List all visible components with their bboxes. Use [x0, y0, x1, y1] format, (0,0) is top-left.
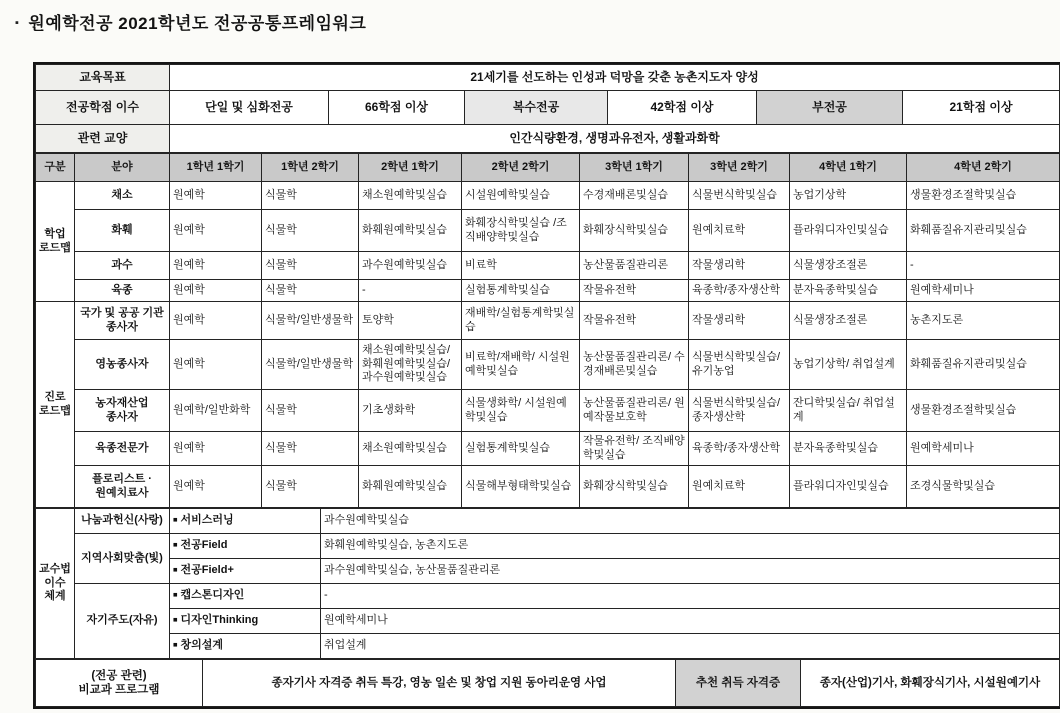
course-cell: 식물학: [262, 432, 359, 466]
course-cell: 분자육종학및실습: [790, 432, 907, 466]
course-cell: 조경식물학및실습: [907, 466, 1060, 508]
credit-cell-3: 42학점 이상: [608, 91, 757, 125]
column-header-3: 1학년 2학기: [262, 154, 359, 182]
course-cell: 원예학/일반화학: [170, 390, 262, 432]
page-title: [15, 9, 366, 34]
field-label: 육종전문가: [75, 432, 170, 466]
column-header-7: 3학년 2학기: [689, 154, 790, 182]
pedagogy-content: 화훼원예학및실습, 농촌지도론: [321, 534, 1060, 559]
section-label-1: 진로 로드맵: [36, 302, 75, 508]
course-cell: 원예학: [170, 340, 262, 390]
course-cell: 화훼장식학및실습: [580, 210, 689, 252]
course-cell: 식물번식학및실습/ 종자생산학: [689, 390, 790, 432]
bullet-icon: ■: [173, 539, 178, 549]
course-cell: -: [907, 252, 1060, 280]
recommended-certificates-value: 종자(산업)기사, 화훼장식기사, 시설원예기사: [801, 660, 1060, 707]
course-cell: 잔디학및실습/ 취업설계: [790, 390, 907, 432]
course-cell: 식물학: [262, 182, 359, 210]
pedagogy-category: 나눔과헌신(사랑): [75, 509, 170, 534]
pedagogy-method: [170, 584, 321, 609]
field-label: 국가 및 공공 기관 종사자: [75, 302, 170, 340]
course-cell: 식물학: [262, 210, 359, 252]
pedagogy-category: 지역사회맞춤(빛): [75, 534, 170, 584]
course-cell: 비료학: [462, 252, 580, 280]
course-cell: 원예학: [170, 466, 262, 508]
major-credits-row: [36, 91, 1060, 125]
column-header-4: 2학년 1학기: [359, 154, 462, 182]
section-label-pedagogy: 교수법 이수 체계: [36, 509, 75, 659]
pedagogy-category: 자기주도(자유): [75, 584, 170, 659]
course-cell: 기초생화학: [359, 390, 462, 432]
course-cell: 화훼품질유지관리및실습: [907, 340, 1060, 390]
course-cell: 비료학/재배학/ 시설원예학및실습: [462, 340, 580, 390]
course-cell: 농산물품질관리론: [580, 252, 689, 280]
pedagogy-method: [170, 509, 321, 534]
liberal-arts-label: 관련 교양: [36, 125, 170, 153]
course-cell: 실험통계학및실습: [462, 280, 580, 302]
pedagogy-method-label: 창의설계: [180, 639, 224, 652]
grid-header-row: [36, 154, 1060, 182]
pedagogy-row: [36, 509, 1060, 534]
course-cell: 작물유전학: [580, 302, 689, 340]
course-cell: 육종학/종자생산학: [689, 432, 790, 466]
roadmap-row: [36, 340, 1060, 390]
pedagogy-method-label: 전공Field+: [180, 564, 234, 577]
education-goal-row: [36, 65, 1060, 91]
course-cell: -: [359, 280, 462, 302]
course-cell: 식물학: [262, 280, 359, 302]
column-header-5: 2학년 2학기: [462, 154, 580, 182]
bullet-icon: ■: [173, 514, 178, 524]
course-cell: 플라워디자인및실습: [790, 466, 907, 508]
field-label: 채소: [75, 182, 170, 210]
course-cell: 식물학: [262, 466, 359, 508]
course-cell: 식물해부형태학및실습: [462, 466, 580, 508]
course-cell: 농업기상학/ 취업설계: [790, 340, 907, 390]
pedagogy-row: [36, 534, 1060, 559]
info-table: [35, 64, 1060, 153]
title-bullet-icon: ▪: [15, 17, 20, 29]
pedagogy-content: 취업설계: [321, 634, 1060, 659]
pedagogy-method: [170, 634, 321, 659]
liberal-arts-row: [36, 125, 1060, 153]
course-cell: 식물학/일반생물학: [262, 302, 359, 340]
pedagogy-content: 원예학세미나: [321, 609, 1060, 634]
pedagogy-row: [36, 634, 1060, 659]
course-cell: 원예치료학: [689, 466, 790, 508]
course-cell: 과수원예학및실습: [359, 252, 462, 280]
roadmap-row: [36, 210, 1060, 252]
roadmap-row: [36, 280, 1060, 302]
course-cell: 화훼원예학및실습: [359, 210, 462, 252]
course-cell: 농업기상학: [790, 182, 907, 210]
course-cell: 시설원예학및실습: [462, 182, 580, 210]
roadmap-row: [36, 252, 1060, 280]
course-cell: 채소원예학및실습: [359, 432, 462, 466]
roadmap-row: [36, 182, 1060, 210]
liberal-arts-value: 인간식량환경, 생명과유전자, 생활과화학: [170, 125, 1060, 153]
course-cell: 식물생장조절론: [790, 252, 907, 280]
course-cell: 식물번식학및실습: [689, 182, 790, 210]
roadmap-row: [36, 302, 1060, 340]
course-cell: 실험통계학및실습: [462, 432, 580, 466]
credit-cell-1: 66학점 이상: [329, 91, 465, 125]
course-cell: 작물생리학: [689, 252, 790, 280]
curriculum-framework-table: [33, 62, 1060, 709]
roadmap-grid-table: [35, 153, 1060, 508]
course-cell: 화훼원예학및실습: [359, 466, 462, 508]
pedagogy-method-label: 서비스러닝: [180, 514, 234, 527]
course-cell: 채소원예학및실습/ 화훼원예학및실습/ 과수원예학및실습: [359, 340, 462, 390]
credit-cell-2: 복수전공: [465, 91, 608, 125]
course-cell: 원예학: [170, 252, 262, 280]
extracurricular-row: [36, 660, 1060, 707]
course-cell: 원예학: [170, 432, 262, 466]
pedagogy-content: -: [321, 584, 1060, 609]
column-header-8: 4학년 1학기: [790, 154, 907, 182]
roadmap-row: [36, 466, 1060, 508]
education-goal-value: 21세기를 선도하는 인성과 덕망을 갖춘 농촌지도자 양성: [170, 65, 1060, 91]
course-cell: 작물유전학/ 조직배양학및실습: [580, 432, 689, 466]
pedagogy-row: [36, 584, 1060, 609]
course-cell: 화훼장식학및실습 /조직배양학및실습: [462, 210, 580, 252]
roadmap-row: [36, 390, 1060, 432]
bullet-icon: ■: [173, 564, 178, 574]
course-cell: 농촌지도론: [907, 302, 1060, 340]
course-cell: 식물학: [262, 252, 359, 280]
course-cell: 분자육종학및실습: [790, 280, 907, 302]
bullet-icon: ■: [173, 589, 178, 599]
field-label: 영농종사자: [75, 340, 170, 390]
extracurricular-label-line1: (전공 관련): [91, 669, 147, 682]
course-cell: 원예학: [170, 210, 262, 252]
extracurricular-label: [36, 660, 203, 707]
extracurricular-table: [35, 659, 1060, 707]
pedagogy-method: [170, 609, 321, 634]
course-cell: 재배학/실험통계학및실습: [462, 302, 580, 340]
major-credits-label: 전공학점 이수: [36, 91, 170, 125]
course-cell: 수경재배론및실습: [580, 182, 689, 210]
column-header-2: 1학년 1학기: [170, 154, 262, 182]
pedagogy-method-label: 캡스톤디자인: [180, 589, 245, 602]
course-cell: 화훼품질유지관리및실습: [907, 210, 1060, 252]
course-cell: 식물학: [262, 390, 359, 432]
pedagogy-method: [170, 534, 321, 559]
course-cell: 원예학: [170, 182, 262, 210]
course-cell: 작물생리학: [689, 302, 790, 340]
extracurricular-program: 종자기사 자격증 취득 특강, 영농 일손 및 창업 지원 동아리운영 사업: [203, 660, 676, 707]
credit-cell-5: 21학점 이상: [903, 91, 1060, 125]
column-header-9: 4학년 2학기: [907, 154, 1060, 182]
course-cell: 원예학: [170, 302, 262, 340]
course-cell: 토양학: [359, 302, 462, 340]
course-cell: 원예치료학: [689, 210, 790, 252]
course-cell: 식물생장조절론: [790, 302, 907, 340]
course-cell: 육종학/종자생산학: [689, 280, 790, 302]
course-cell: 식물학/일반생물학: [262, 340, 359, 390]
course-cell: 식물번식학및실습/ 유기농업: [689, 340, 790, 390]
course-cell: 식물생화학/ 시설원예학및실습: [462, 390, 580, 432]
pedagogy-method-label: 전공Field: [180, 539, 228, 552]
pedagogy-method-label: 디자인Thinking: [180, 614, 259, 627]
page-title-text: 원예학전공 2021학년도 전공공통프레임워크: [28, 14, 367, 33]
pedagogy-row: [36, 609, 1060, 634]
column-header-1: 분야: [75, 154, 170, 182]
field-label: 과수: [75, 252, 170, 280]
education-goal-label: 교육목표: [36, 65, 170, 91]
pedagogy-method: [170, 559, 321, 584]
bullet-icon: ■: [173, 614, 178, 624]
course-cell: 원예학: [170, 280, 262, 302]
course-cell: 농산물품질관리론/ 원예작물보호학: [580, 390, 689, 432]
bullet-icon: ■: [173, 639, 178, 649]
column-header-0: 구분: [36, 154, 75, 182]
course-cell: 원예학세미나: [907, 432, 1060, 466]
field-label: 농자재산업 종사자: [75, 390, 170, 432]
field-label: 화훼: [75, 210, 170, 252]
recommended-certificates-label: 추천 취득 자격증: [676, 660, 801, 707]
pedagogy-content: 과수원예학및실습, 농산물품질관리론: [321, 559, 1060, 584]
course-cell: 원예학세미나: [907, 280, 1060, 302]
extracurricular-label-line2: 비교과 프로그램: [78, 684, 160, 696]
section-label-0: 학업 로드맵: [36, 182, 75, 302]
course-cell: 플라워디자인및실습: [790, 210, 907, 252]
field-label: 플로리스트 · 원예치료사: [75, 466, 170, 508]
field-label: 육종: [75, 280, 170, 302]
column-header-6: 3학년 1학기: [580, 154, 689, 182]
roadmap-row: [36, 432, 1060, 466]
course-cell: 생물환경조절학및실습: [907, 390, 1060, 432]
course-cell: 작물유전학: [580, 280, 689, 302]
course-cell: 채소원예학및실습: [359, 182, 462, 210]
course-cell: 생물환경조절학및실습: [907, 182, 1060, 210]
pedagogy-table: [35, 508, 1060, 659]
pedagogy-row: [36, 559, 1060, 584]
credit-cell-4: 부전공: [757, 91, 903, 125]
pedagogy-content: 과수원예학및실습: [321, 509, 1060, 534]
course-cell: 화훼장식학및실습: [580, 466, 689, 508]
credit-cell-0: 단일 및 심화전공: [170, 91, 329, 125]
course-cell: 농산물품질관리론/ 수경재배론및실습: [580, 340, 689, 390]
